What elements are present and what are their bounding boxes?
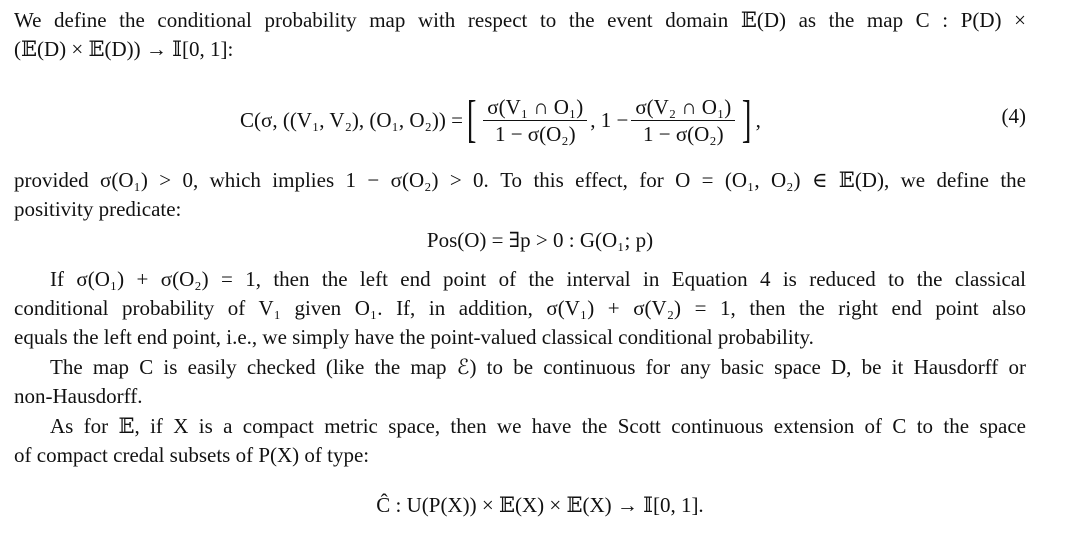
equation-middle: , 1 − <box>590 107 629 132</box>
paragraph-line: of compact credal subsets of P(X) of type: <box>14 443 370 467</box>
fraction-denominator: 1 − σ(O₂) <box>494 121 576 146</box>
c-hat-equation: Ĉ : U(P(X)) × 𝔼(X) × 𝔼(X) → 𝕀[0, 1]. <box>376 493 704 517</box>
fraction <box>631 94 735 147</box>
paragraph-line: conditional probability of V₁ given O₁. If, in addition, σ(V₁) + σ(V₂) = 1, then the right end point also <box>14 296 1026 320</box>
paragraph-line: positivity predicate: <box>14 197 182 221</box>
fraction-numerator: σ(V₁ ∩ O₁) <box>483 94 587 121</box>
paragraph-line: As for 𝔼, if X is a compact metric space, then we have the Scott continuous extension of C to the space <box>50 414 1026 438</box>
equation-lhs: C(σ, ((V₁, V₂), (O₁, O₂)) = <box>240 107 463 132</box>
equation-trail: , <box>755 107 761 132</box>
fraction-denominator: 1 − σ(O₂) <box>642 121 724 146</box>
fraction <box>483 94 587 147</box>
equation-number: (4) <box>1001 104 1026 128</box>
bracket-left: [ <box>466 91 477 148</box>
paragraph-line: non-Hausdorff. <box>14 384 143 408</box>
paragraph-line: provided σ(O₁) > 0, which implies 1 − σ(O₂) > 0. To this effect, for O = (O₁, O₂) ∈ 𝔼(D), we define the <box>14 168 1026 192</box>
paragraph-line: (𝔼(D) × 𝔼(D)) → 𝕀[0, 1]: <box>14 37 234 61</box>
equation-4 <box>240 88 761 152</box>
paragraph-line: If σ(O₁) + σ(O₂) = 1, then the left end point of the interval in Equation 4 is reduced to the classical <box>50 267 1026 291</box>
positivity-equation: Pos(O) = ∃p > 0 : G(O₁; p) <box>426 228 654 252</box>
paragraph-line: We define the conditional probability map with respect to the event domain 𝔼(D) as the map C : P(D) × <box>14 8 1026 32</box>
bracket-right: ] <box>742 91 752 148</box>
paragraph-line: equals the left end point, i.e., we simply have the point-valued classical conditional probability. <box>14 325 814 349</box>
paragraph-line: The map C is easily checked (like the map ℰ) to be continuous for any basic space D, be it Hausdorff or <box>50 355 1026 379</box>
fraction-numerator: σ(V₂ ∩ O₁) <box>631 94 735 121</box>
